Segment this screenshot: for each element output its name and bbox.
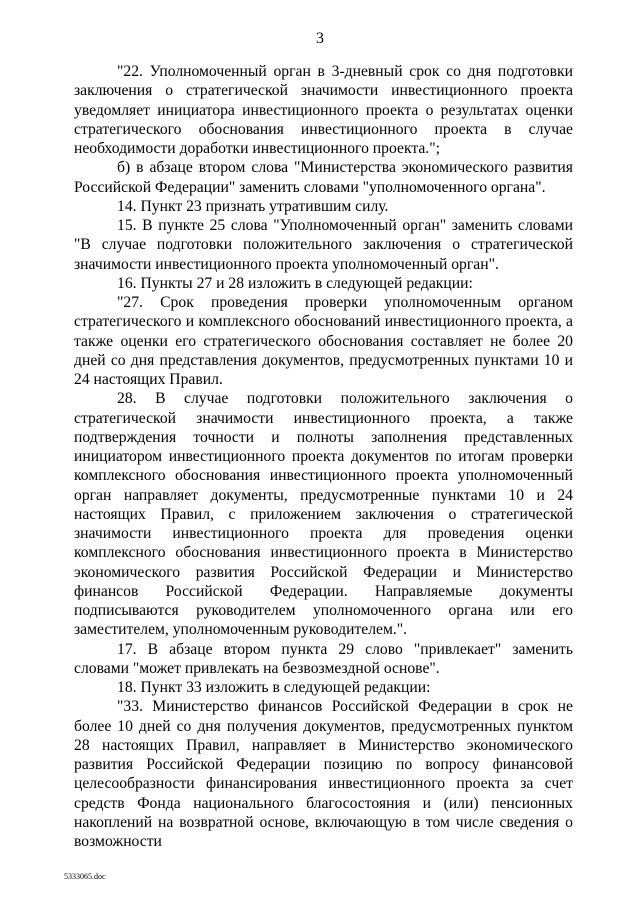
- paragraph-item-15: 15. В пункте 25 слова "Уполномоченный орган" заменить словами "В случае подготовки положительного заключения о стратегической значимости инвестиционного проекта уполномоченный орган".: [74, 217, 573, 273]
- paragraph-point-33-text: "33. Министерство финансов Российской Федерации в срок не более 10 дней со дня получения документов, предусмотренных пунктом 28 настоящих Правил, направляет в Министерство экономического развития Российской Федерации позицию по вопросу финансовой целесообразности финансирования инвестиционного проекта за счет средств Фонда национального благосостояния и (или) пенсионных накоплений на возвратной основе, включающую в том числе сведения о возможности: [74, 698, 573, 850]
- paragraph-item-14: 14. Пункт 23 признать утратившим силу.: [117, 197, 389, 215]
- paragraph-point-28-text: 28. В случае подготовки положительного заключения о стратегической значимости инвестиционного проекта, а также подтверждения точности и полноты заполнения представленных инициатором инвестиционного проекта документов по итогам проверки комплексного обоснования инвестиционного проекта уполномоченный орган направляет документы, предусмотренные пунктами 10 и 24 настоящих Правил, с приложением заключения о стратегической значимости инвестиционного проекта для проведения оценки комплексного обоснования инвестиционного проекта в Министерство экономического развития Российской Федерации и Министерство финансов Российской Федерации. Направляемые документы подписываются руководителем уполномоченного органа или его заместителем, уполномоченным руководителем.".: [74, 390, 573, 639]
- paragraph-point-27-text: "27. Срок проведения проверки уполномоченным органом стратегического и комплексного обоснований инвестиционного проекта, а также оценки его стратегического обоснования составляет не более 20 дней со дня представления документов, предусмотренных пунктами 10 и 24 настоящих Правил.: [74, 294, 573, 388]
- document-body: [74, 62, 573, 851]
- paragraph-item-16: 16. Пункты 27 и 28 изложить в следующей редакции:: [117, 274, 473, 292]
- footer-filename: 5333065.doc: [64, 872, 106, 881]
- paragraph-item-17: 17. В абзаце втором пункта 29 слово "привлекает" заменить словами "может привлекать на безвозмездной основе".: [74, 640, 573, 677]
- paragraph-item-18: 18. Пункт 33 изложить в следующей редакции:: [117, 679, 431, 696]
- page-number: 3: [316, 30, 324, 47]
- paragraph-subpoint-b: б) в абзаце втором слова "Министерства экономического развития Российской Федерации" заменить словами "уполномоченного органа".: [74, 159, 573, 196]
- paragraph-point-22-text: "22. Уполномоченный орган в 3-дневный срок со дня подготовки заключения о стратегической значимости инвестиционного проекта уведомляет инициатора инвестиционного проекта о результатах оценки стратегического обоснования инвестиционного проекта в случае необходимости доработки инвестиционного проекта.";: [74, 63, 573, 157]
